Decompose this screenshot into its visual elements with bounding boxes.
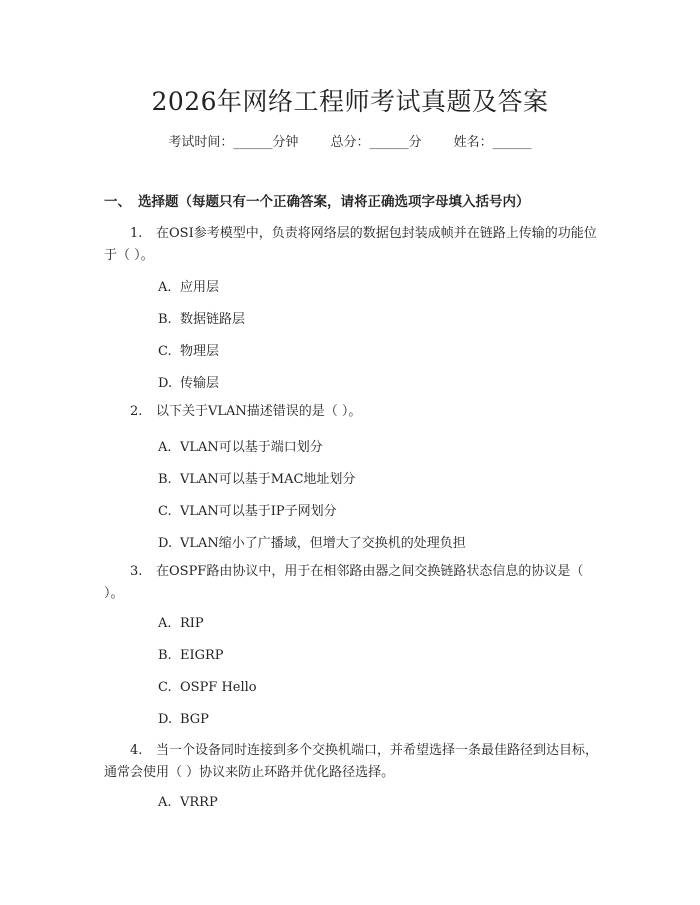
question-3: [104, 561, 604, 605]
option-3-a: [158, 616, 204, 631]
option-letter: D.: [158, 712, 173, 727]
option-letter: A.: [158, 795, 172, 810]
question-4: [104, 740, 604, 784]
option-text: VLAN可以基于IP子网划分: [180, 504, 337, 519]
option-text: VLAN可以基于MAC地址划分: [180, 472, 356, 487]
question-number: 4.: [130, 743, 143, 758]
option-letter: A.: [158, 440, 172, 455]
exam-time: 考试时间：______分钟: [168, 135, 299, 150]
option-text: VLAN缩小了广播域，但增大了交换机的处理负担: [180, 536, 466, 551]
option-text: VRRP: [180, 795, 218, 810]
section-number: 一、: [104, 194, 131, 210]
option-letter: A.: [158, 616, 172, 631]
option-letter: C.: [158, 504, 172, 519]
option-text: OSPF Hello: [180, 680, 257, 695]
option-text: VLAN可以基于端口划分: [180, 440, 323, 455]
section-heading: [104, 190, 530, 210]
option-letter: D.: [158, 536, 173, 551]
question-number: 2.: [130, 404, 143, 419]
option-3-d: [158, 712, 209, 727]
option-3-b: [158, 648, 224, 663]
option-1-d: [158, 372, 219, 391]
option-3-c: [158, 680, 257, 695]
option-letter: B.: [158, 312, 172, 327]
question-text: 以下关于VLAN描述错误的是（ ）。: [156, 404, 362, 419]
exam-score: 总分：______分: [330, 135, 422, 150]
option-letter: B.: [158, 472, 172, 487]
question-number: 1.: [130, 226, 143, 241]
option-letter: D.: [158, 376, 173, 391]
option-letter: C.: [158, 344, 172, 359]
option-1-b: [158, 308, 245, 327]
option-2-c: [158, 500, 337, 519]
question-2: [104, 401, 604, 423]
option-4-a: [158, 795, 218, 810]
question-text: 在OSI参考模型中，负责将网络层的数据包封装成帧并在链路上传输的功能位于（ ）。: [104, 226, 597, 263]
exam-meta: [0, 131, 700, 150]
question-number: 3.: [130, 564, 143, 579]
option-2-b: [158, 468, 355, 487]
option-1-c: [158, 340, 219, 359]
option-letter: C.: [158, 680, 172, 695]
option-2-a: [158, 436, 323, 455]
option-text: BGP: [180, 712, 209, 727]
exam-name: 姓名：______: [453, 135, 532, 150]
question-text: 在OSPF路由协议中，用于在相邻路由器之间交换链路状态信息的协议是（ ）。: [104, 564, 584, 601]
option-text: EIGRP: [180, 648, 224, 663]
option-text: 传输层: [180, 376, 220, 391]
option-letter: A.: [158, 280, 172, 295]
option-text: RIP: [180, 616, 204, 631]
option-text: 数据链路层: [180, 312, 246, 327]
option-text: 应用层: [180, 280, 220, 295]
option-text: 物理层: [180, 344, 220, 359]
question-1: [104, 223, 604, 267]
option-letter: B.: [158, 648, 172, 663]
question-text: 当一个设备同时连接到多个交换机端口，并希望选择一条最佳路径到达目标，通常会使用（ ）协议来防止环路并优化路径选择。: [104, 743, 599, 780]
page-title: 2026年网络工程师考试真题及答案: [151, 87, 549, 116]
section-text: 选择题（每题只有一个正确答案，请将正确选项字母填入括号内）: [138, 194, 530, 210]
option-1-a: [158, 276, 219, 295]
option-2-d: [158, 532, 466, 551]
